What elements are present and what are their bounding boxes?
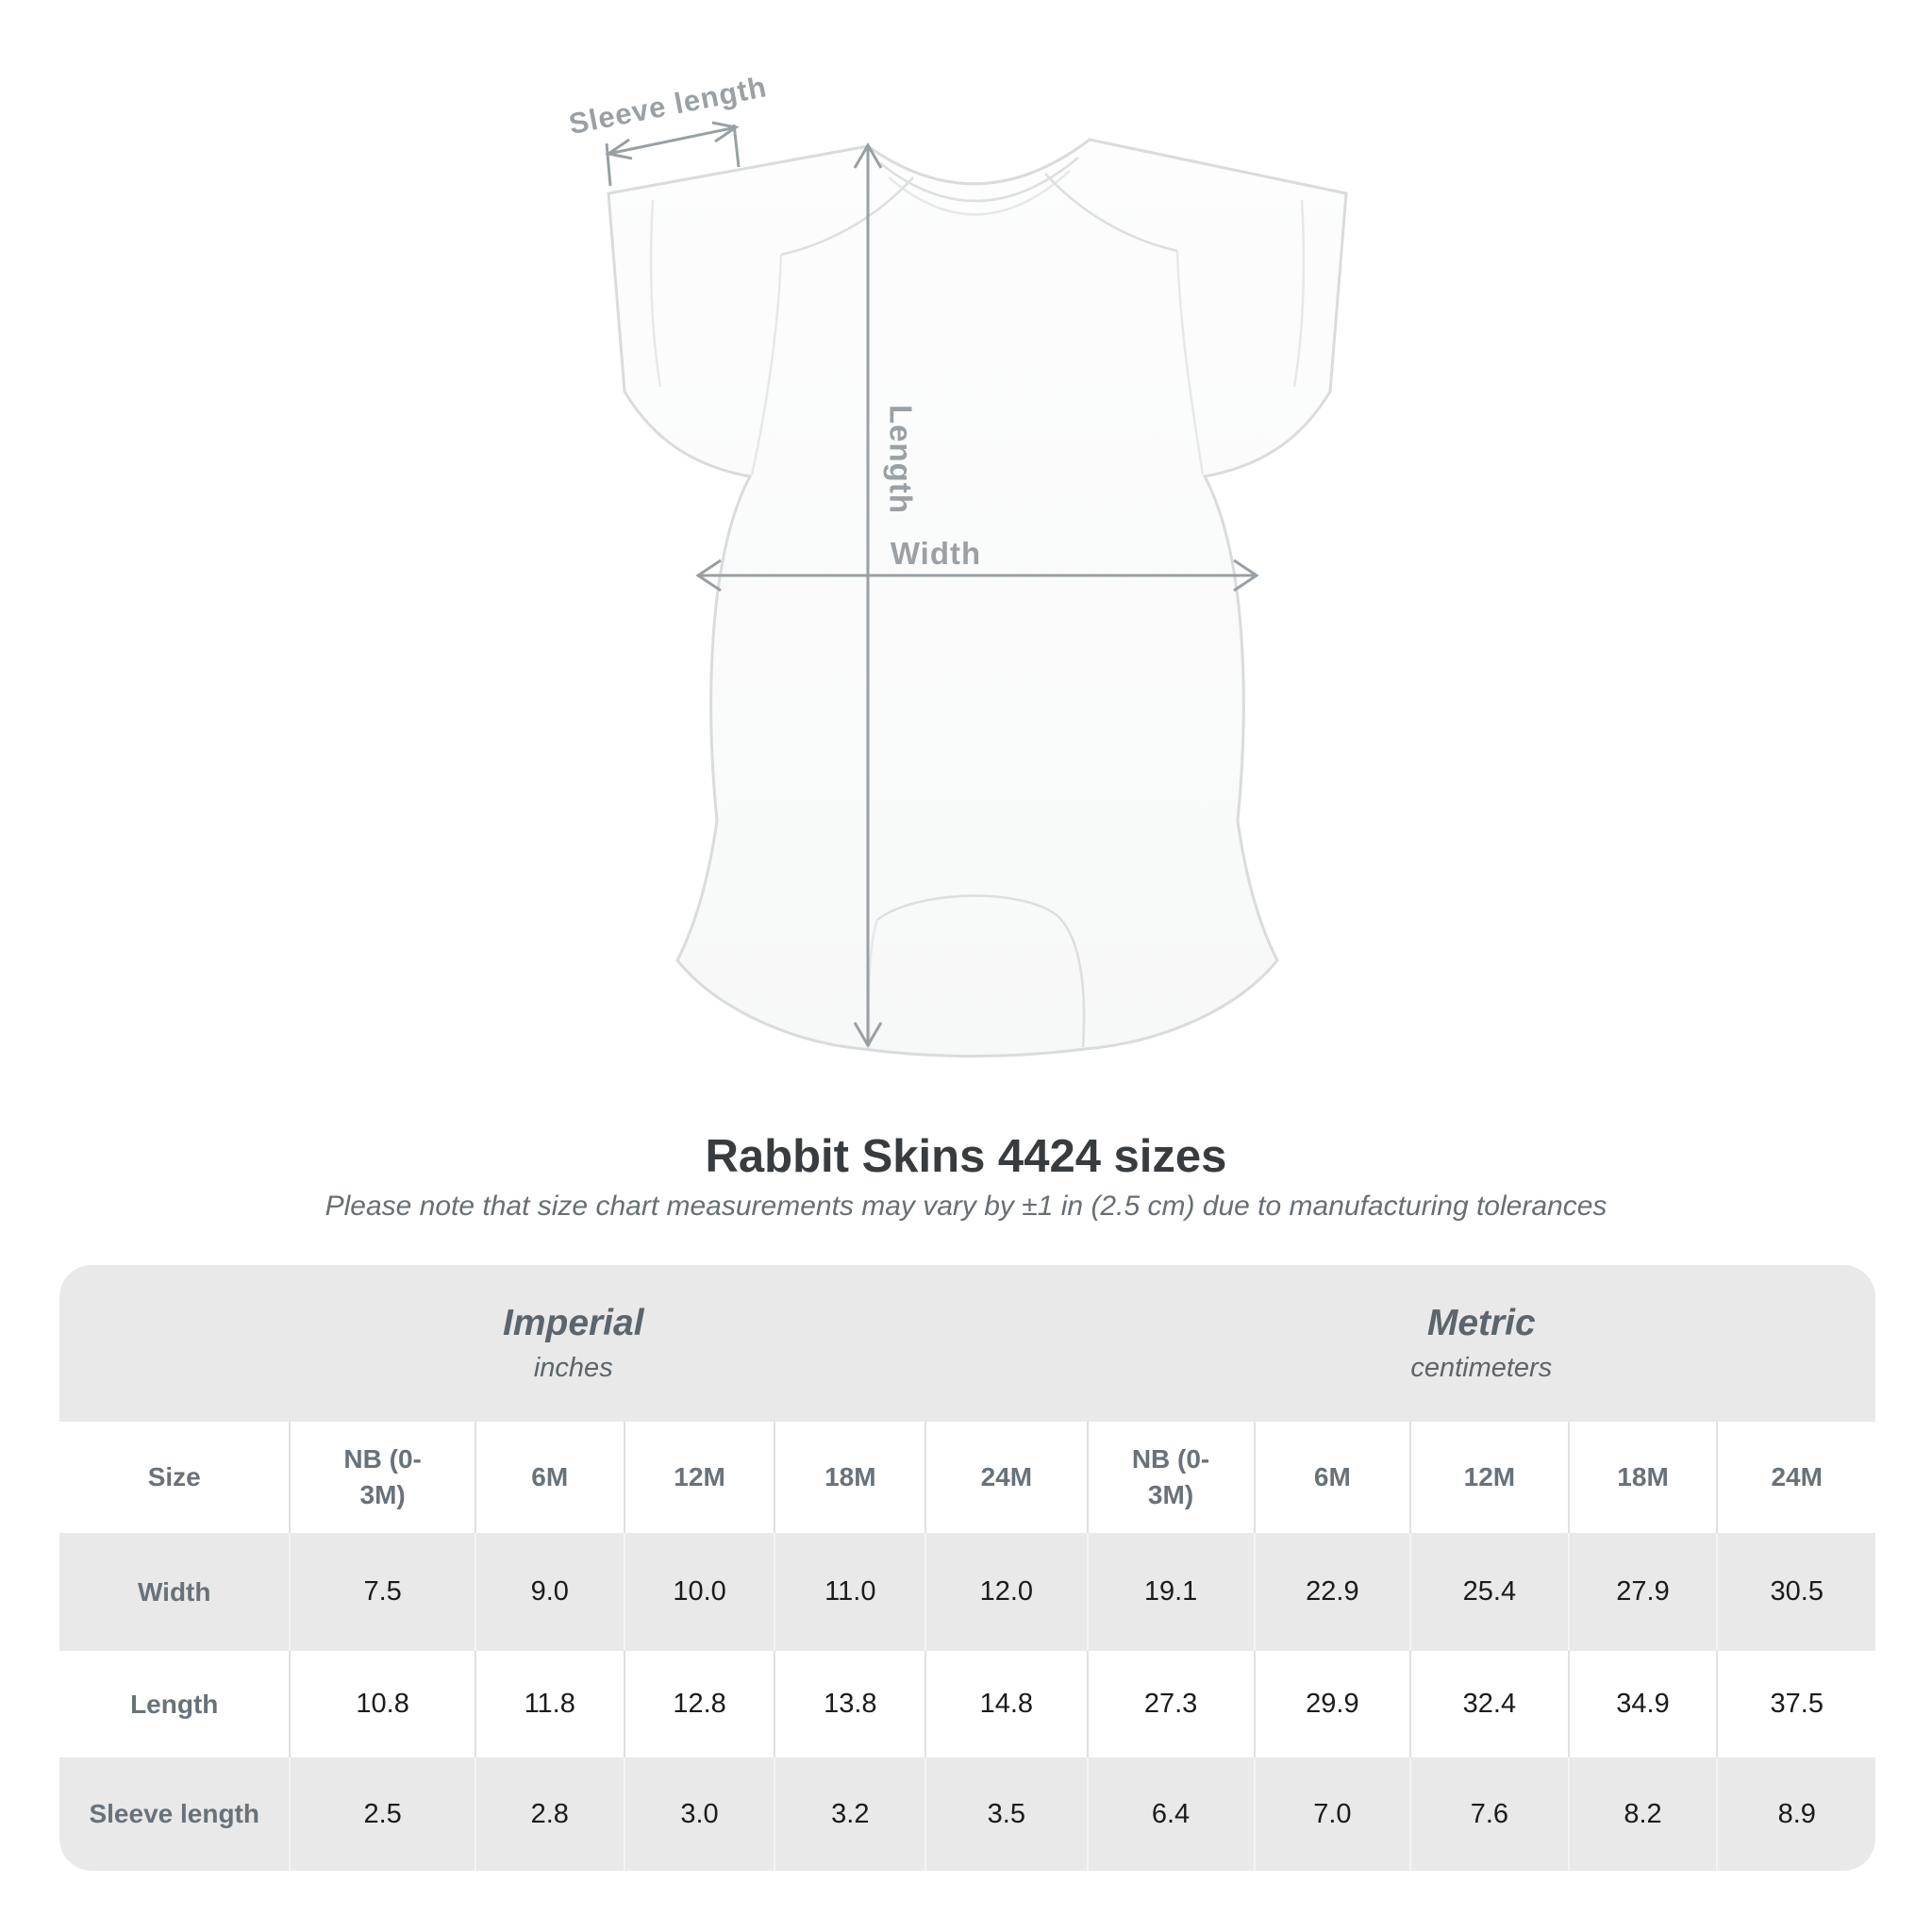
value-cell: 37.5 — [1770, 1689, 1824, 1719]
imperial-group-unit: inches — [533, 1353, 613, 1383]
size-table — [59, 1265, 1875, 1871]
column-header-12m-metric: 12M — [1463, 1462, 1516, 1491]
value-cell: 6.4 — [1151, 1798, 1191, 1829]
value-cell: 11.0 — [824, 1576, 876, 1607]
column-header-6m-imperial: 6M — [531, 1462, 569, 1491]
value-cell: 34.9 — [1616, 1689, 1670, 1719]
column-header-18m-imperial: 18M — [824, 1462, 876, 1491]
width-label: Width — [890, 536, 982, 571]
value-cell: 2.5 — [363, 1798, 402, 1829]
column-header-nb-metric: NB (0-3M) — [1131, 1444, 1210, 1509]
size-table-grid — [59, 1422, 1875, 1871]
value-cell: 3.5 — [987, 1798, 1025, 1829]
column-header-nb-imperial: NB (0-3M) — [343, 1444, 422, 1509]
value-cell: 12.0 — [979, 1576, 1034, 1607]
row-label-sleeve-length: Sleeve length — [89, 1799, 259, 1828]
value-cell: 27.3 — [1143, 1689, 1198, 1719]
value-cell: 14.8 — [979, 1689, 1034, 1719]
table-row-length — [59, 1651, 1875, 1757]
length-label: Length — [883, 405, 919, 514]
unit-group-band — [59, 1265, 1875, 1422]
value-cell: 11.8 — [524, 1689, 575, 1719]
value-cell: 3.0 — [680, 1798, 719, 1829]
value-cell: 25.4 — [1462, 1576, 1517, 1607]
value-cell: 30.5 — [1770, 1576, 1824, 1607]
value-cell: 3.2 — [831, 1798, 870, 1829]
imperial-group-header — [59, 1265, 1088, 1422]
bodysuit-outline — [608, 140, 1346, 1057]
column-header-18m-metric: 18M — [1617, 1462, 1669, 1491]
column-header-row — [59, 1422, 1875, 1533]
value-cell: 8.2 — [1624, 1798, 1662, 1829]
row-label-length: Length — [130, 1689, 219, 1719]
value-cell: 19.1 — [1143, 1576, 1198, 1607]
table-row-width — [59, 1533, 1875, 1651]
metric-group-header — [1088, 1265, 1875, 1422]
value-cell: 32.4 — [1462, 1689, 1517, 1719]
value-cell: 22.9 — [1306, 1576, 1359, 1607]
value-cell: 10.0 — [673, 1576, 726, 1607]
value-cell: 29.9 — [1306, 1689, 1359, 1719]
table-row-sleeve-length — [59, 1757, 1875, 1871]
value-cell: 2.8 — [530, 1798, 569, 1829]
column-header-24m-imperial: 24M — [980, 1462, 1033, 1491]
sleeve-length-label: Sleeve length — [566, 70, 770, 142]
value-cell: 12.8 — [673, 1689, 726, 1719]
column-header-6m-metric: 6M — [1313, 1462, 1351, 1491]
value-cell: 27.9 — [1616, 1576, 1670, 1607]
imperial-group-title: Imperial — [502, 1303, 644, 1343]
value-cell: 7.6 — [1470, 1798, 1509, 1829]
column-header-12m-imperial: 12M — [674, 1462, 725, 1491]
metric-group-unit: centimeters — [1410, 1353, 1553, 1383]
tolerance-note: Please note that size chart measurements may vary by ±1 in (2.5 cm) due to manufacturing tolerances — [325, 1191, 1607, 1222]
column-header-24m-metric: 24M — [1771, 1462, 1823, 1491]
value-cell: 13.8 — [824, 1689, 877, 1719]
value-cell: 10.8 — [356, 1689, 409, 1719]
metric-group-title: Metric — [1426, 1303, 1536, 1343]
value-cell: 8.9 — [1777, 1798, 1816, 1829]
value-cell: 9.0 — [530, 1576, 569, 1607]
garment-diagram — [566, 66, 1363, 1085]
baby-bodysuit-illustration — [608, 140, 1346, 1057]
size-corner-header: Size — [147, 1462, 201, 1491]
page-title: Rabbit Skins 4424 sizes — [705, 1131, 1227, 1182]
value-cell: 7.0 — [1313, 1798, 1352, 1829]
row-label-width: Width — [137, 1576, 211, 1607]
value-cell: 7.5 — [363, 1576, 402, 1607]
